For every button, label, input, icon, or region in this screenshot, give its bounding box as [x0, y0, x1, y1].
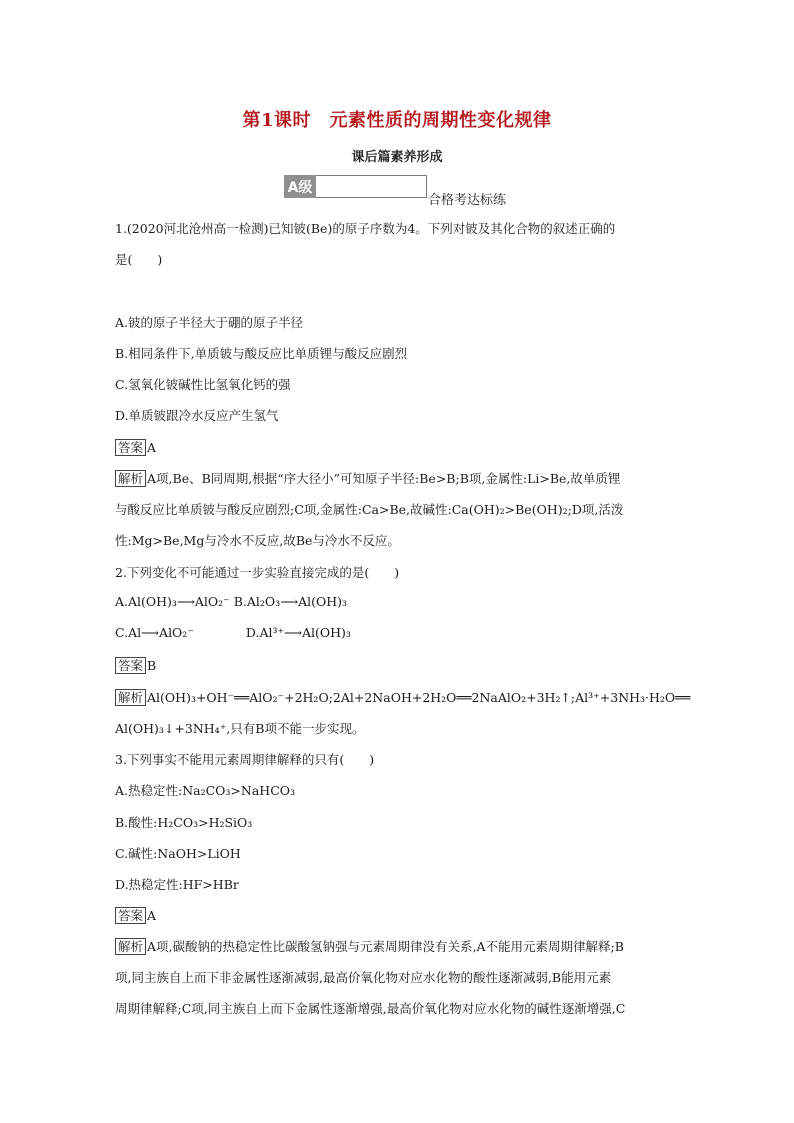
q2-options-cd [115, 625, 351, 640]
answer-tag: 答案 [115, 907, 146, 924]
q2-options-ab [115, 594, 347, 609]
answer-tag: 答案 [115, 439, 146, 456]
q1-analysis-line2: 与酸反应比单质铍与酸反应剧烈;C项,金属性:Ca>Be,故碱性:Ca(OH)₂>Be(OH)₂;D项,活泼 [115, 502, 624, 517]
q2-option-c: C.Al⟶AlO₂⁻ [115, 625, 194, 640]
q1-analysis-line1 [115, 469, 620, 487]
q2-stem: 2.下列变化不可能通过一步实验直接完成的是( ) [115, 565, 400, 580]
q1-answer-value: A [147, 440, 157, 455]
q1-analysis-line3: 性:Mg>Be,Mg与冷水不反应,故Be与冷水不反应。 [115, 533, 400, 548]
q3-analysis-line1 [115, 937, 624, 955]
q2-option-a: A.Al(OH)₃⟶AlO₂⁻ [115, 594, 230, 609]
answer-tag: 答案 [115, 657, 146, 674]
q1-option-d: D.单质铍跟冷水反应产生氢气 [115, 408, 279, 423]
q1-stem-line2: 是( ) [115, 252, 163, 267]
level-blank-box [316, 175, 427, 198]
q3-answer-value: A [147, 908, 157, 923]
q1-analysis-text1: A项,Be、B同周期,根据“序大径小”可知原子半径:Be>B;B项,金属性:Li>Be,故单质锂 [147, 471, 621, 486]
analysis-tag: 解析 [115, 689, 146, 706]
q3-option-c: C.碱性:NaOH>LiOH [115, 846, 241, 861]
q3-answer [115, 906, 156, 924]
q2-answer-value: B [147, 658, 157, 673]
q2-analysis-line1 [115, 688, 690, 706]
q3-analysis-line3: 周期律解释;C项,同主族自上而下金属性逐渐增强,最高价氧化物对应水化物的碱性逐渐增强,C [115, 1001, 626, 1016]
level-label: 合格考达标练 [428, 193, 507, 208]
q3-option-b: B.酸性:H₂CO₃>H₂SiO₃ [115, 815, 253, 830]
level-header [284, 175, 427, 198]
q1-option-a: A.铍的原子半径大于硼的原子半径 [115, 315, 304, 330]
page-title: 第1课时 元素性质的周期性变化规律 [242, 110, 552, 131]
q1-option-b: B.相同条件下,单质铍与酸反应比单质锂与酸反应剧烈 [115, 346, 408, 361]
section-subtitle: 课后篇素养形成 [351, 150, 443, 165]
q3-stem: 3.下列事实不能用元素周期律解释的只有( ) [115, 752, 375, 767]
q2-answer [115, 656, 156, 674]
q2-analysis-line2: Al(OH)₃↓+3NH₄⁺,只有B项不能一步实现。 [115, 721, 365, 736]
q3-analysis-text1: A项,碳酸钠的热稳定性比碳酸氢钠强与元素周期律没有关系,A不能用元素周期律解释;B [147, 939, 624, 954]
level-badge: A级 [284, 175, 316, 198]
q1-option-c: C.氢氧化铍碱性比氢氧化钙的强 [115, 377, 291, 392]
q2-option-d: D.Al³⁺⟶Al(OH)₃ [245, 625, 351, 640]
q3-option-a: A.热稳定性:Na₂CO₃>NaHCO₃ [115, 783, 296, 798]
analysis-tag: 解析 [115, 470, 146, 487]
q1-answer [115, 438, 156, 456]
analysis-tag: 解析 [115, 938, 146, 955]
q2-option-b: B.Al₂O₃⟶Al(OH)₃ [233, 594, 348, 609]
q3-analysis-line2: 项,同主族自上而下非金属性逐渐减弱,最高价氧化物对应水化物的酸性逐渐减弱,B能用元素 [115, 970, 612, 985]
q3-option-d: D.热稳定性:HF>HBr [115, 877, 239, 892]
q2-analysis-text1: Al(OH)₃+OH⁻══AlO₂⁻+2H₂O;2Al+2NaOH+2H₂O══2NaAlO₂+3H₂↑;Al³⁺+3NH₃·H₂O══ [147, 690, 691, 705]
q1-stem-line1: 1.(2020河北沧州高一检测)已知铍(Be)的原子序数为4。下列对铍及其化合物的叙述正确的 [115, 221, 616, 236]
